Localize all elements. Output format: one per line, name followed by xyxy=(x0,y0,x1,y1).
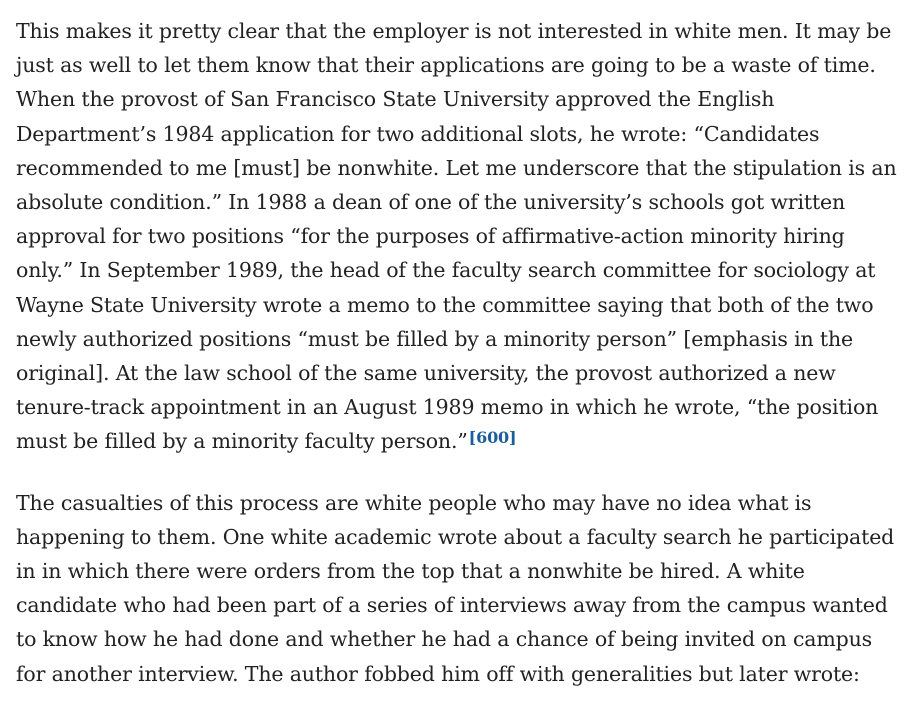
paragraph-1-text: This makes it pretty clear that the employer is not interested in white men. It may be just as well to let them know that their applications are going to be a waste of time. When the provost of San Francisco State University approved the English Department’s 1984 application for two additional slots, he wrote: “Candidates recommended to me [must] be nonwhite. Let me underscore that the stipulation is an absolute condition.” In 1988 a dean of one of the university’s schools got written approval for two positions “for the purposes of affirmative-action minority hiring only.” In September 1989, the head of the faculty search committee for sociology at Wayne State University wrote a memo to the committee saying that both of the two newly authorized positions “must be filled by a minority person” [emphasis in the original]. At the law school of the same university, the provost authorized a new tenure-track appointment in an August 1989 memo in which he wrote, “the position must be filled by a minority faculty person.” xyxy=(16,19,897,454)
paragraph-2 xyxy=(16,486,898,691)
paragraph-1 xyxy=(16,14,898,459)
paragraph-2-text: The casualties of this process are white people who may have no idea what is happening to them. One white academic wrote about a faculty search he participated in in which there were orders from the top that a nonwhite be hired. A white candidate who had been part of a series of interviews away from the campus wanted to know how he had done and whether he had a chance of being invited on campus for another interview. The author fobbed him off with generalities but later wrote: xyxy=(16,490,895,686)
footnote-link-600[interactable]: [600] xyxy=(468,428,517,448)
